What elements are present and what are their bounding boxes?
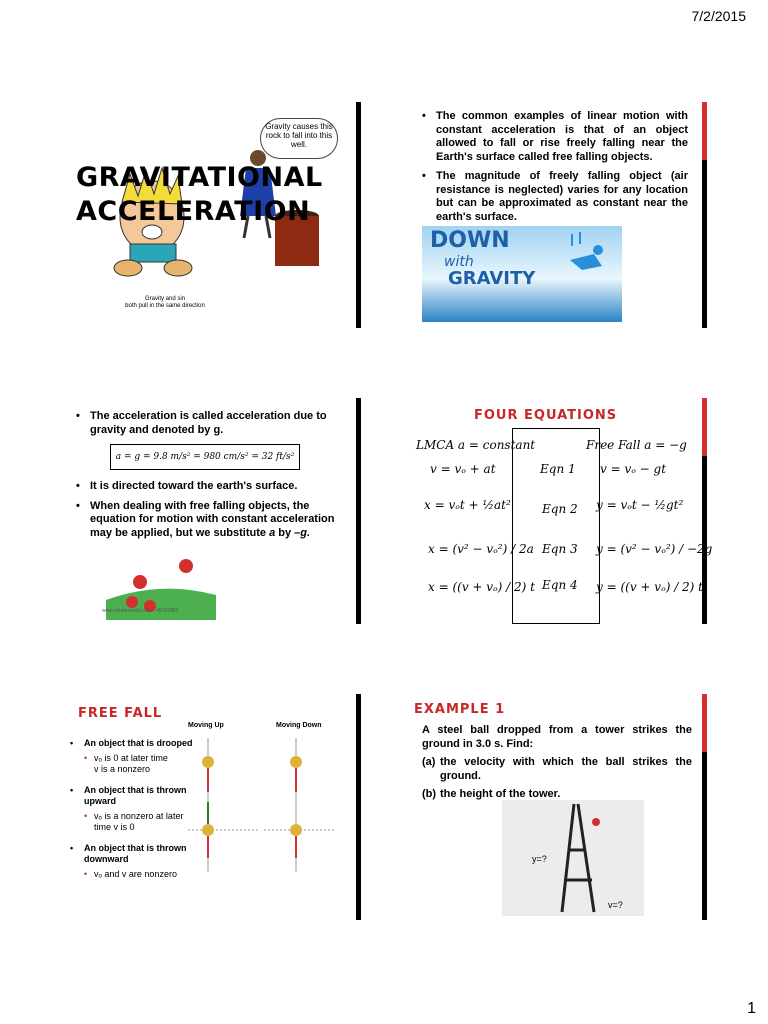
equation-tower-frame xyxy=(512,428,600,624)
label-y: y=? xyxy=(532,854,547,864)
slide-acceleration-due-to-gravity xyxy=(76,410,354,626)
slide-divider-5 xyxy=(356,694,361,920)
page-date: 7/2/2015 xyxy=(691,8,746,24)
eq1-right: v = vₒ − gt xyxy=(600,462,667,476)
image-credit: www.shutterstock.com · 45797863 xyxy=(102,608,179,614)
banner-with: with xyxy=(444,254,474,270)
slide-free-fall xyxy=(70,702,354,924)
label-moving-down: Moving Down xyxy=(276,722,322,729)
substitution-by: by xyxy=(275,526,295,539)
tower-illustration xyxy=(502,800,644,916)
slide-free-falling-objects xyxy=(422,110,688,326)
question-a xyxy=(422,756,692,783)
symbol-a: a xyxy=(269,526,276,539)
four-equations-title: FOUR EQUATIONS xyxy=(474,408,618,423)
caption-line1: Gravity and sin xyxy=(144,296,186,302)
question-b-text: the height of the tower. xyxy=(440,788,561,800)
sub-downward: vₒ and v are nonzero xyxy=(94,869,177,879)
eq4-label: Eqn 4 xyxy=(542,578,578,592)
free-fall-bullets xyxy=(70,738,202,886)
bullet-linear-motion: • The common examples of linear motion with constant acceleration is that of an object allowed to fall or rise freely falling near the Earth's surface called free falling objects. xyxy=(422,110,688,164)
bullet-list xyxy=(76,410,354,437)
sub-dropped-2: v is a nonzero xyxy=(94,764,151,774)
speech-bubble-text: Gravity causes this rock to fall into this well. xyxy=(265,122,333,149)
bullet-dropped-text: An object that is drooped xyxy=(84,738,193,748)
bullet-thrown-upward xyxy=(70,785,202,833)
sub-dropped-1: vₒ is 0 at later time xyxy=(94,753,168,763)
free-fall-title: FREE FALL xyxy=(78,706,163,721)
head-free-fall: Free Fall a = −g xyxy=(586,438,687,452)
bullet-downward-text: An object that is thrown downward xyxy=(84,843,187,864)
slide-title-line2: ACCELERATION xyxy=(76,196,311,227)
banner-gravity: GRAVITY xyxy=(448,268,536,289)
label-moving-up: Moving Up xyxy=(188,722,224,729)
question-b-label: (b) xyxy=(422,788,437,800)
label-v: v=? xyxy=(608,900,623,910)
sub-upward: vₒ is a nonzero at later time v is 0 xyxy=(94,811,184,832)
gravity-formula-box xyxy=(110,444,300,470)
eq1-left: v = vₒ + at xyxy=(430,462,496,476)
slide-divider-1 xyxy=(356,102,361,328)
image-caption xyxy=(110,296,220,310)
bullet-list-2 xyxy=(76,480,336,546)
bullet-substitution xyxy=(76,500,336,541)
example-text xyxy=(422,724,692,802)
bullet-dropped xyxy=(70,738,202,775)
slide-divider-3 xyxy=(356,398,361,624)
eq2-label: Eqn 2 xyxy=(542,502,578,516)
substitution-text: When dealing with free falling objects, the equation for motion with constant acceleration may be applied, but we substitute xyxy=(90,499,335,539)
gravity-formula: a = g = 9.8 m/s² = 980 cm/s² = 32 ft/s² xyxy=(115,452,295,462)
example-1-title: EXAMPLE 1 xyxy=(414,702,506,717)
head-lmca: LMCA a = constant xyxy=(416,438,536,452)
example-intro: A steel ball dropped from a tower strikes the ground in 3.0 s. Find: xyxy=(422,724,692,750)
bullet-magnitude: • The magnitude of freely falling object (air resistance is neglected) varies for any location but can be approximated as constant near the earth's surface. xyxy=(422,170,688,224)
eq3-left: x = (v² − vₒ²) / 2a xyxy=(428,542,534,556)
caption-line2: both pull in the same direction xyxy=(125,303,205,309)
eq4-right: y = ((v + vₒ) / 2) t xyxy=(596,580,703,594)
bullet-acceleration-definition: • The acceleration is called acceleration due to gravity and denoted by g. xyxy=(76,410,354,437)
slide-four-equations xyxy=(414,404,713,626)
slide-divider-2 xyxy=(702,102,707,328)
banner-down: DOWN xyxy=(430,228,510,253)
bullet-thrown-downward xyxy=(70,843,202,880)
page-number: 1 xyxy=(747,1000,756,1017)
eq3-right: y = (v² − vₒ²) / −2g xyxy=(596,542,713,556)
tower-icon xyxy=(502,800,644,916)
sub-bullet-downward: • vₒ and v are nonzero xyxy=(84,869,202,880)
eq2-right: y = vₒt − ½gt² xyxy=(596,498,684,512)
question-a-label: (a) xyxy=(422,756,436,768)
slide-title xyxy=(70,104,352,326)
down-with-gravity-banner xyxy=(422,226,622,322)
eq2-left: x = vₒt + ½at² xyxy=(424,498,511,512)
eq3-label: Eqn 3 xyxy=(542,542,578,556)
bullet-upward-text: An object that is thrown upward xyxy=(84,785,187,806)
bullet-direction: • It is directed toward the earth's surface. xyxy=(76,480,336,494)
motion-diagram xyxy=(188,732,338,882)
question-a-text: the velocity with which the ball strikes the ground. xyxy=(440,756,692,782)
slide-divider-6 xyxy=(702,694,707,920)
eq1-label: Eqn 1 xyxy=(540,462,576,476)
bullet-list xyxy=(422,110,688,224)
symbol-g: –g. xyxy=(294,526,311,539)
slide-title-line1: GRAVITATIONAL xyxy=(76,162,323,193)
sub-bullet-upward: • vₒ is a nonzero at later time v is 0 xyxy=(84,811,202,833)
slide-example-1 xyxy=(414,700,698,922)
eq4-left: x = ((v + vₒ) / 2) t xyxy=(428,580,535,594)
sub-bullet-dropped: • vₒ is 0 at later time v is a nonzero xyxy=(84,753,202,775)
falling-person-icon xyxy=(562,230,612,274)
